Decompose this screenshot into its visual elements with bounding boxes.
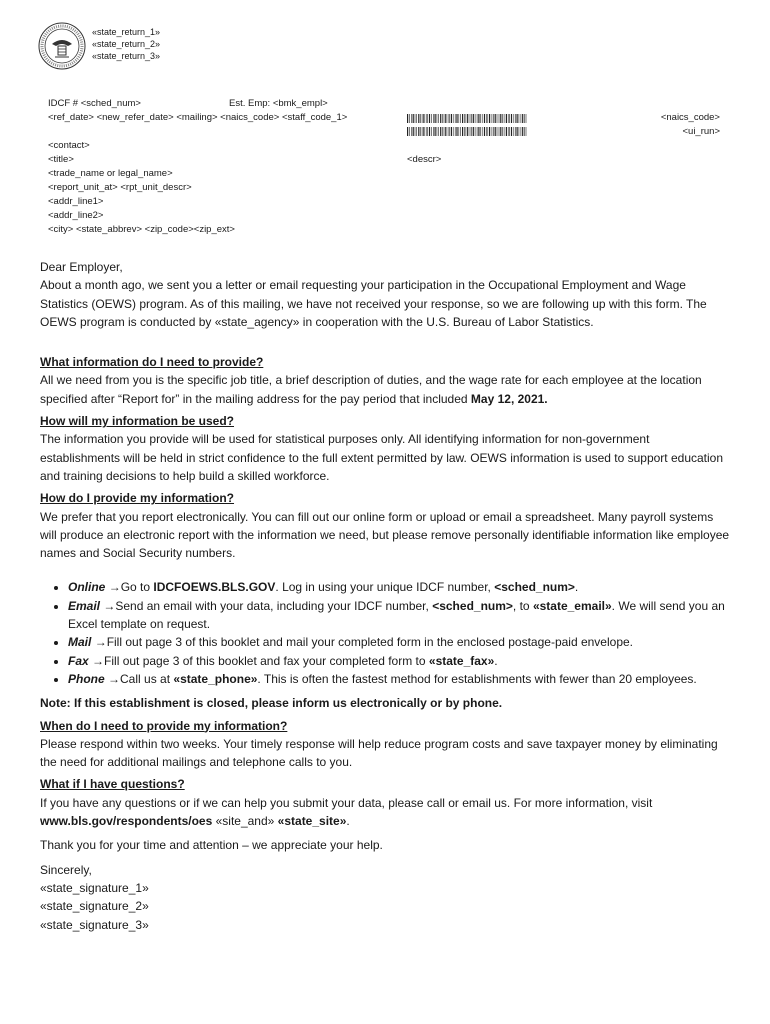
question-heading: What information do I need to provide?	[40, 355, 264, 370]
reporting-methods-list	[40, 578, 730, 688]
naics-block	[661, 111, 720, 139]
online-site-link[interactable]: IDCFOEWS.BLS.GOV	[153, 580, 276, 595]
state-return-line: «state_return_1»	[92, 27, 161, 37]
address-line: <trade_name or legal_name>	[48, 168, 173, 179]
arrow-right-icon: →	[108, 671, 121, 686]
closure-note: Note: If this establishment is closed, please inform us electronically or by phone.	[40, 696, 503, 711]
arrow-right-icon: →	[103, 598, 116, 613]
intro-paragraph: About a month ago, we sent you a letter or email requesting your participation in the Occupational Employment and Wage Statistics (OEWS) program. As of this mailing, we have not received your response, so we are following up with this form. The OEWS program is conducted by «state_agency» in cooperation with the U.S. Bureau of Labor Statistics.	[40, 278, 707, 329]
letter-body	[40, 258, 730, 934]
barcode-icon	[407, 127, 527, 136]
address-line: <contact>	[48, 140, 90, 151]
idcf-number: IDCF # <sched_num>	[48, 98, 141, 109]
barcode-icon	[407, 114, 527, 123]
naics-code: <naics_code>	[660, 112, 720, 123]
answer-paragraph: If you have any questions or if we can help you submit your data, please call or email us. For more information, visit www.bls.gov/respondents/oes «site_and» «state_site».	[40, 795, 653, 829]
state-site-link[interactable]: «state_site»	[277, 814, 347, 829]
question-heading: When do I need to provide my information?	[40, 718, 288, 733]
description-field: <descr>	[407, 154, 442, 165]
signature-line: «state_signature_3»	[40, 917, 149, 932]
address-line: <city> <state_abbrev> <zip_code><zip_ext>	[48, 224, 235, 235]
arrow-right-icon: →	[92, 653, 105, 668]
method-phone: • Phone →Call us at «state_phone». This is often the fastest method for establishments with fewer than 20 employees.	[68, 670, 730, 688]
state-return-block	[92, 26, 160, 62]
state-return-line: «state_return_2»	[92, 39, 161, 49]
bls-website-link[interactable]: www.bls.gov/respondents/oes	[40, 814, 213, 829]
dol-seal-icon	[38, 22, 86, 70]
state-email-link[interactable]: «state_email»	[532, 598, 612, 613]
answer-paragraph: The information you provide will be used for statistical purposes only. All identifying information for non-government establishments will be held in strict confidence to the full extent permitted by law. OEWS information is used to support education and training decisions to help build a skilled workforce.	[40, 432, 724, 483]
state-return-line: «state_return_3»	[92, 51, 161, 61]
address-line: <addr_line1>	[48, 196, 104, 207]
greeting: Dear Employer,	[40, 260, 123, 274]
address-line: <report_unit_at> <rpt_unit_descr>	[48, 182, 192, 193]
answer-paragraph: Please respond within two weeks. Your timely response will help reduce program costs and save taxpayer money by eliminating the need for additional mailings and telephone calls to you.	[40, 736, 718, 770]
address-line: <addr_line2>	[48, 210, 104, 221]
arrow-right-icon: →	[108, 580, 121, 595]
refer-line: <ref_date> <new_refer_date> <mailing> <naics_code> <staff_code_1>	[48, 112, 348, 123]
sincerely: Sincerely,	[40, 862, 92, 877]
question-heading: How will my information be used?	[40, 414, 235, 429]
method-online: • Online →Go to IDCFOEWS.BLS.GOV. Log in using your unique IDCF number, <sched_num>.	[68, 578, 730, 596]
signature-line: «state_signature_1»	[40, 880, 149, 895]
answer-paragraph: We prefer that you report electronically. You can fill out our online form or upload or email a spreadsheet. Many payroll systems will produce an electronic report with the information we need, but please remove personally identifiable information like employee names and Social Security numbers.	[40, 509, 730, 561]
arrow-right-icon: →	[94, 635, 107, 650]
thanks-line: Thank you for your time and attention – we appreciate your help.	[40, 838, 383, 853]
method-fax: • Fax →Fill out page 3 of this booklet and fax your completed form to «state_fax».	[68, 652, 730, 670]
method-email: • Email →Send an email with your data, including your IDCF number, <sched_num>, to «state_email». We will send you an Excel template on request.	[68, 597, 730, 634]
reference-date: May 12, 2021.	[470, 391, 548, 406]
question-heading: How do I provide my information?	[40, 491, 235, 506]
question-heading: What if I have questions?	[40, 777, 185, 792]
method-mail: • Mail →Fill out page 3 of this booklet and mail your completed form in the enclosed postage-paid envelope.	[68, 633, 730, 651]
estimated-employment: Est. Emp: <bmk_empl>	[229, 98, 328, 109]
signature-line: «state_signature_2»	[40, 899, 149, 914]
answer-paragraph: All we need from you is the specific job title, a brief description of duties, and the wage rate for each employee at the location specified after “Report for” in the mailing address for the pay period that included May 12, 2021.	[40, 373, 702, 406]
mailing-address	[48, 139, 235, 237]
address-line: <title>	[48, 154, 74, 165]
ui-run: <ui_run>	[682, 126, 720, 137]
